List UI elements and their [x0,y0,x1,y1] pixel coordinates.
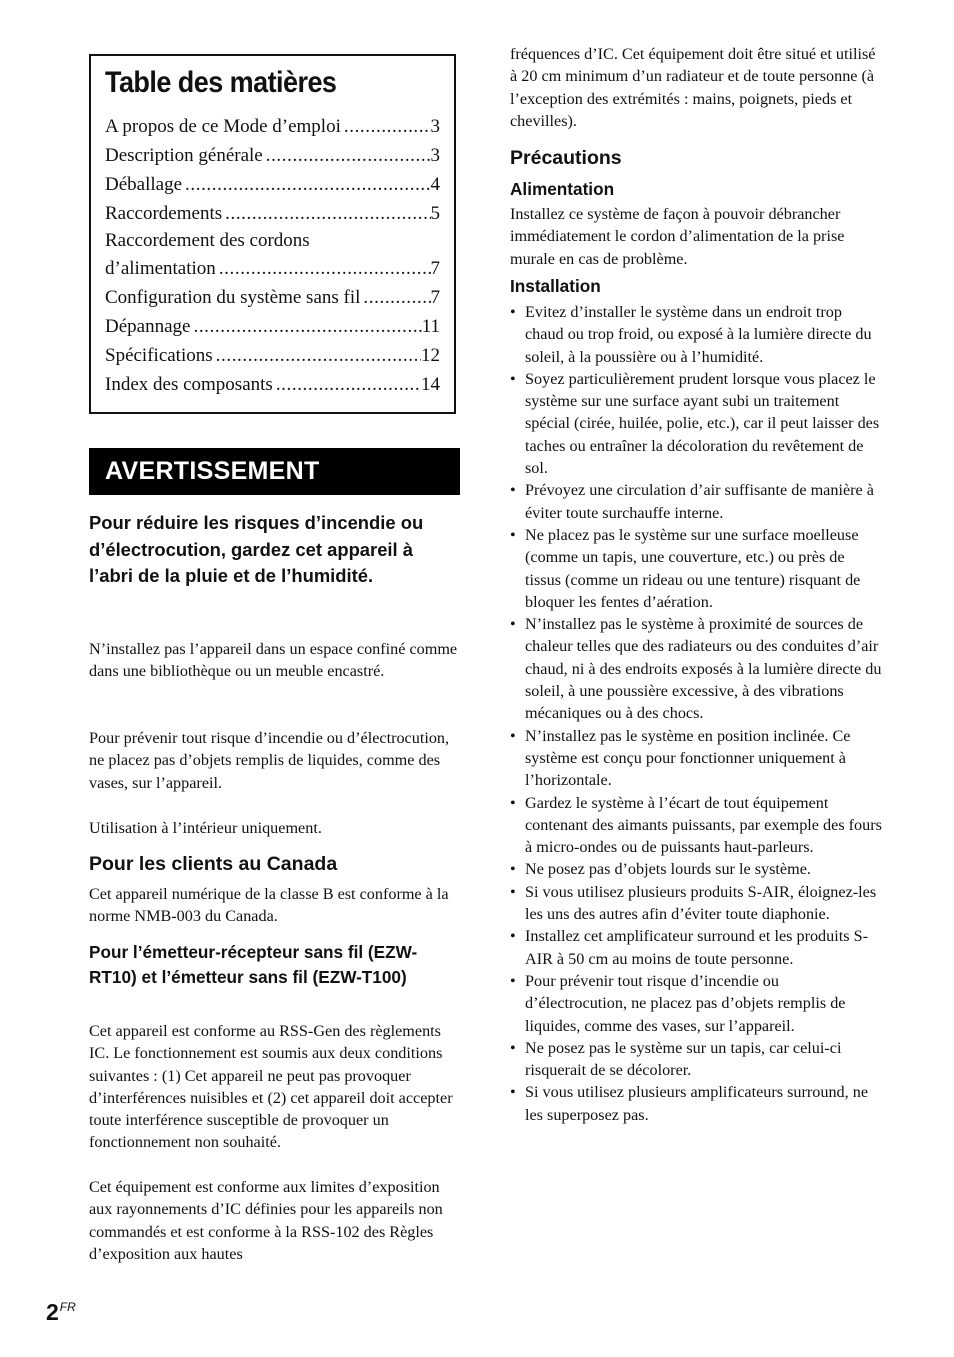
toc-entry[interactable]: Description générale ..... 3 [105,141,440,170]
warning-paragraph-3: Utilisation à l’intérieur uniquement. [89,819,322,837]
page-number: $2^{FR}$ [46,1299,76,1325]
language-code: FR [59,1300,76,1314]
toc-entry[interactable]: Raccordement des cordons d’alimentation ..... 7 [105,228,440,283]
list-item: • Evitez d’installer le système dans un endroit trop chaud ou trop froid, ou exposé à la lumière directe du soleil, à la poussière ou à l’humidité. [510,301,882,368]
warning-paragraph-2: Pour prévenir tout risque d’incendie ou d’électrocution, ne placez pas d’objets remplis de liquides, comme des vases, sur l’appareil. [89,729,450,792]
list-item: • N’installez pas le système en position inclinée. Ce système est conçu pour fonctionner uniquement à l’horizontale. [510,725,882,792]
list-item: • N’installez pas le système à proximité de sources de chaleur telles que des radiateurs ou des conduites d’air chaud, ni à des endroits exposés à la lumière directe du soleil, à une poussière excessive, à des vibrations mécaniques ou à des chocs. [510,613,882,724]
list-item: • Si vous utilisez plusieurs amplificateurs surround, ne les superposez pas. [510,1081,882,1126]
transmitter-heading: Pour l’émetteur-récepteur sans fil (EZW-RT10) et l’émetteur sans fil (EZW-T100) [89,942,418,987]
canada-heading: Pour les clients au Canada [89,853,338,875]
list-item: • Ne posez pas le système sur un tapis, car celui-ci risquerait de se décolorer. [510,1037,882,1082]
list-item: • Pour prévenir tout risque d’incendie ou d’électrocution, ne placez pas d’objets remplis de liquides, comme des vases, sur l’appareil. [510,970,882,1037]
toc-list [105,112,440,399]
warning-paragraph-1: N’installez pas l’appareil dans un espace confiné comme dans une bibliothèque ou un meuble encastré. [89,640,458,681]
transmitter-paragraph-2-continued: fréquences d’IC. Cet équipement doit être situé et utilisé à 20 cm minimum d’un radiateur et de toute personne (à l’exception des extrémités : mains, poignets, pieds et chevilles). [510,45,876,130]
list-item: • Si vous utilisez plusieurs produits S-AIR, éloignez-les les uns des autres afin d’éviter toute diaphonie. [510,881,882,926]
toc-entry[interactable]: A propos de ce Mode d’emploi ..... 3 [105,112,440,141]
warning-banner: AVERTISSEMENT [89,448,460,495]
list-item: • Soyez particulièrement prudent lorsque vous placez le système sur une surface ayant subi un traitement spécial (cirée, huilée, polie, etc.), car il peut laisser des taches ou entraîner la décoloration du revêtement de sol. [510,368,882,479]
toc-entry[interactable]: Index des composants ..... 14 [105,370,440,399]
canada-text: Cet appareil numérique de la classe B est conforme à la norme NMB-003 du Canada. [89,885,449,926]
toc-entry[interactable]: Dépannage ..... 11 [105,312,440,341]
list-item: • Ne placez pas le système sur une surface moelleuse (comme un tapis, une couverture, etc.) ou près de tissus (comme un rideau ou une tenture) risquant de bloquer les fentes d’aération. [510,524,882,613]
list-item: • Prévoyez une circulation d’air suffisante de manière à éviter toute surchauffe interne. [510,479,882,524]
list-item: • Gardez le système à l’écart de tout équipement contenant des aimants puissants, par exemple des fours à micro-ondes ou de puissants haut-parleurs. [510,792,882,859]
list-item: • Ne posez pas d’objets lourds sur le système. [510,858,882,880]
toc-entry[interactable]: Spécifications ..... 12 [105,341,440,370]
toc-entry[interactable]: Raccordements ..... 5 [105,199,440,228]
installation-list [510,301,882,1126]
transmitter-paragraph-1: Cet appareil est conforme au RSS-Gen des règlements IC. Le fonctionnement est soumis aux deux conditions suivantes : (1) Cet appareil ne peut pas provoquer d’interférences nuisibles et (2) cet appareil doit accepter toute interférence susceptible de provoquer un fonctionnement non souhaité. [89,1022,453,1152]
installation-heading: Installation [510,276,601,296]
toc-title: Table des matières [105,66,337,99]
precautions-heading: Précautions [510,147,622,169]
toc-entry[interactable]: Configuration du système sans fil ..... 7 [105,283,440,312]
warning-lead: Pour réduire les risques d’incendie ou d’électrocution, gardez cet appareil à l’abri de la pluie et de l’humidité. [89,512,424,586]
list-item: • Installez cet amplificateur surround et les produits S-AIR à 50 cm au moins de toute personne. [510,925,882,970]
table-of-contents [89,54,456,414]
toc-entry[interactable]: Déballage ..... 4 [105,170,440,199]
power-heading: Alimentation [510,179,615,199]
transmitter-paragraph-2: Cet équipement est conforme aux limites d’exposition aux rayonnements d’IC définies pour les appareils non commandés et est conforme à la RSS-102 des Règles d’exposition aux hautes [89,1178,443,1263]
power-text: Installez ce système de façon à pouvoir débrancher immédiatement le cordon d’alimentation de la prise murale en cas de problème. [510,205,845,268]
